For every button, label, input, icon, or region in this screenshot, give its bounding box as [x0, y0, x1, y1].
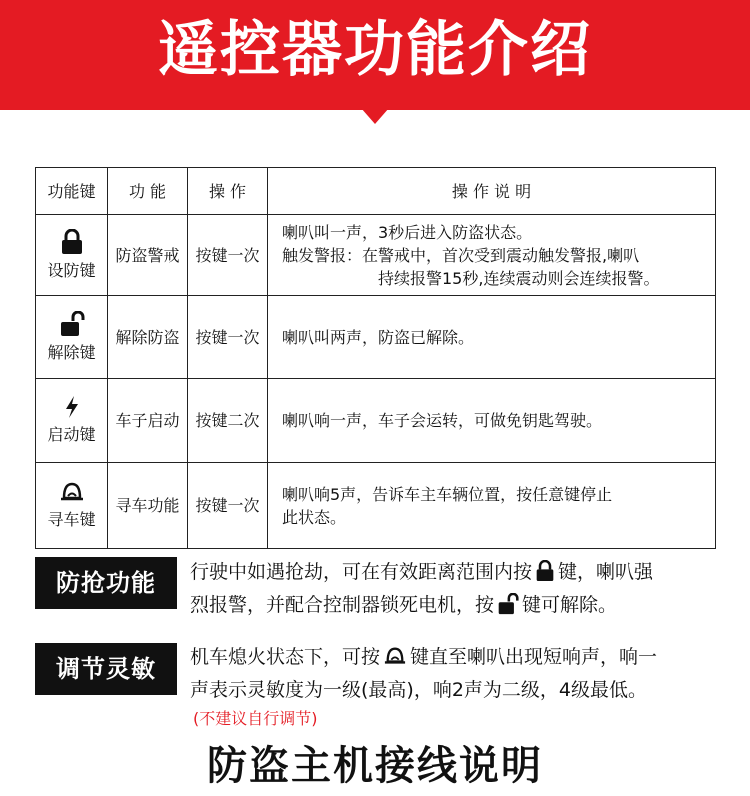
anti-robbery-line-1 [190, 555, 653, 590]
lock-closed-icon [60, 229, 84, 255]
function-cell: 车子启动 [108, 379, 188, 463]
description-cell [268, 463, 716, 549]
table-header-row [36, 168, 716, 215]
description-cell [268, 215, 716, 296]
key-label: 设防键 [47, 260, 96, 280]
anti-robbery-text: 键，喇叭强 [558, 561, 654, 583]
description-cell [268, 379, 716, 463]
function-cell: 解除防盗 [108, 296, 188, 379]
lock-closed-icon [535, 560, 555, 582]
description-line: 喇叭响一声，车子会运转，可做免钥匙驾驶。 [282, 411, 603, 430]
banner-pointer [361, 108, 389, 124]
anti-robbery-tag: 防抢功能 [35, 557, 177, 609]
anti-robbery-line-2 [190, 588, 617, 623]
sensitivity-line-1 [190, 640, 657, 675]
description-line: 喇叭响5声，告诉车主车辆位置，按任意键停止 [282, 484, 613, 504]
description-cell [268, 296, 716, 379]
key-cell [36, 463, 108, 549]
page-title: 遥控器功能介绍 [158, 15, 592, 85]
operation-cell: 按键一次 [188, 463, 268, 549]
key-cell [36, 296, 108, 379]
bell-icon [383, 645, 407, 667]
table-row [36, 296, 716, 379]
operation-cell: 按键一次 [188, 215, 268, 296]
description-line: 喇叭叫两声，防盗已解除。 [282, 327, 475, 347]
table-row [36, 215, 716, 296]
key-label: 寻车键 [47, 510, 96, 529]
operation-cell: 按键二次 [188, 379, 268, 463]
function-cell: 防盗警戒 [108, 215, 188, 296]
sensitivity-tag: 调节灵敏 [35, 643, 177, 695]
description-line: 喇叭叫一声，3秒后进入防盗状态。 [282, 222, 533, 242]
sensitivity-text: 键直至喇叭出现短响声，响一 [410, 646, 658, 668]
header-description: 操 作 说 明 [268, 168, 716, 215]
next-section-title: 防盗主机接线说明 [207, 743, 543, 789]
description-line: 触发警报：在警戒中，首次受到震动触发警报,喇叭 [282, 245, 640, 265]
header-function: 功 能 [108, 168, 188, 215]
lock-open-icon [59, 311, 85, 337]
lightning-icon [63, 395, 81, 419]
key-cell [36, 215, 108, 296]
lock-open-icon [497, 593, 519, 615]
sensitivity-section [35, 640, 725, 730]
function-table [35, 167, 716, 549]
table-row [36, 379, 716, 463]
key-cell [36, 379, 108, 463]
bell-icon [59, 480, 85, 504]
operation-cell: 按键一次 [188, 296, 268, 379]
header-key: 功能键 [36, 168, 108, 215]
key-label: 启动键 [47, 425, 96, 444]
anti-robbery-text: 烈报警，并配合控制器锁死电机，按 [190, 594, 495, 616]
anti-robbery-section [35, 555, 725, 625]
sensitivity-note: (不建议自行调节) [193, 709, 318, 728]
anti-robbery-text: 行驶中如遇抢劫，可在有效距离范围内按 [190, 561, 533, 583]
function-cell: 寻车功能 [108, 463, 188, 549]
header-operation: 操 作 [188, 168, 268, 215]
sensitivity-line-2: 声表示灵敏度为一级(最高)，响2声为二级，4级最低。 [190, 679, 648, 701]
description-line: 持续报警15秒,连续震动则会连续报警。 [378, 268, 660, 288]
key-label: 解除键 [47, 342, 96, 362]
sensitivity-text: 机车熄火状态下，可按 [190, 646, 381, 668]
description-line: 此状态。 [282, 507, 347, 527]
anti-robbery-text: 键可解除。 [522, 594, 618, 616]
table-row [36, 463, 716, 549]
